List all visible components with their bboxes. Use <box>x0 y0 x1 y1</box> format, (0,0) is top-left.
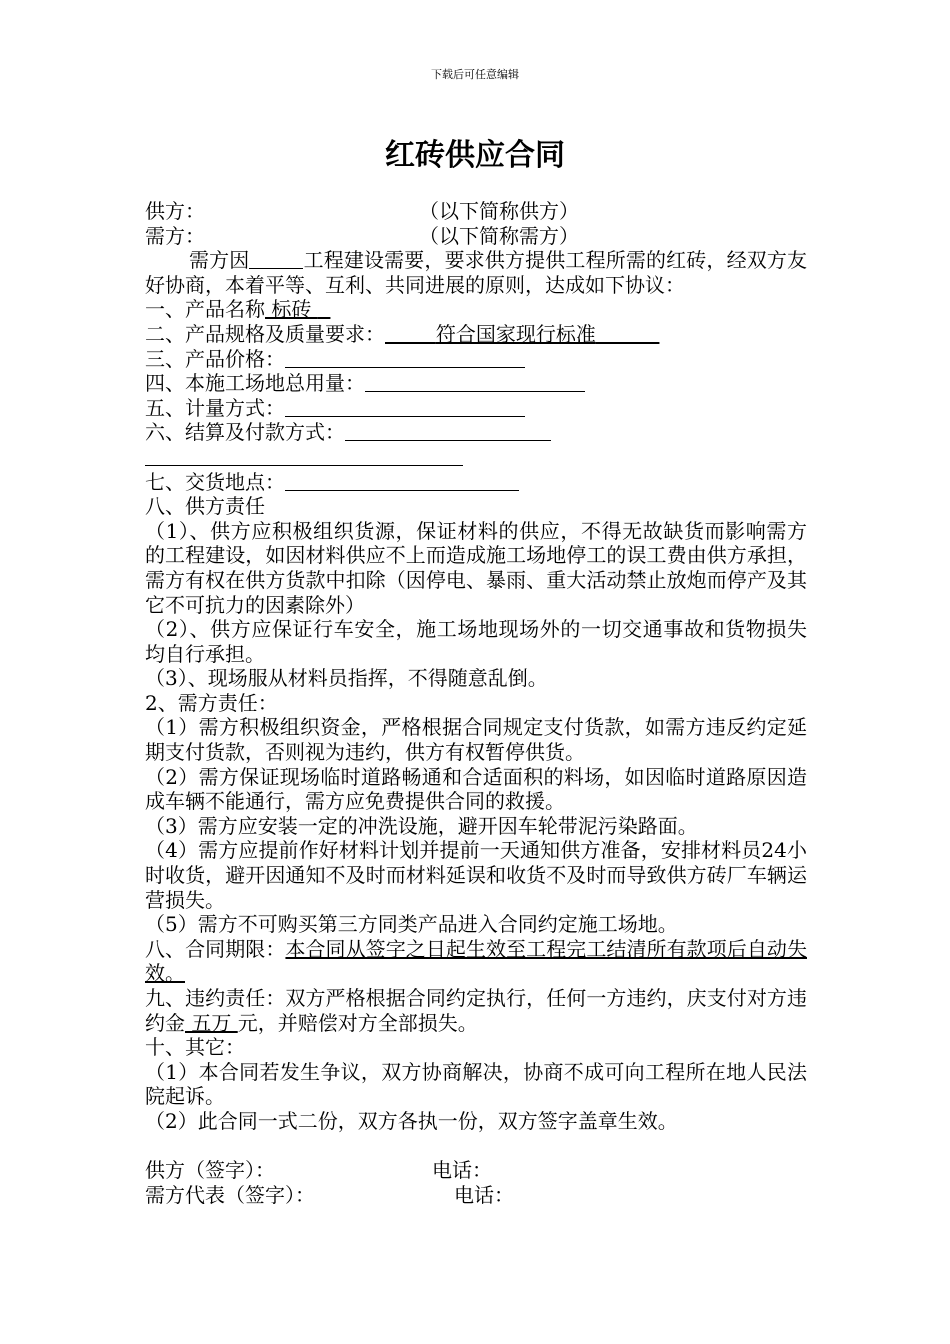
intro-paragraph <box>145 248 807 297</box>
buyer-duty-3: （3）需方应安装一定的冲洗设施，避开因车轮带泥污染路面。 <box>145 813 698 838</box>
buyer-party-line <box>145 224 807 249</box>
clause-2-label: 二、产品规格及质量要求： <box>145 321 385 346</box>
supplier-duty-1: （1）、供方应积极组织货源，保证材料的供应，不得无故缺货而影响需方的工程建设，如因材料供应不上而造成施工场地停工的误工费由供方承担，需方有权在供方货款中扣除（因停电、暴雨、重大活动禁止放炮而停产及其它不可抗力的因素除外） <box>145 518 807 617</box>
delivery-location-blank <box>285 472 519 491</box>
penalty-amount: 五万 <box>185 1010 238 1035</box>
other-item-1: （1）本合同若发生争议，双方协商解决，协商不成可向工程所在地人民法院起诉。 <box>145 1059 807 1109</box>
clause-3-label: 三、产品价格： <box>145 346 285 371</box>
supplier-alias: （以下简称供方） <box>419 199 579 223</box>
contract-term <box>145 937 807 986</box>
buyer-duty-1: （1）需方积极组织资金，严格根据合同规定支付货款，如需方违反约定延期支付货款，否则视为违约，供方有权暂停供货。 <box>145 715 807 765</box>
project-name-blank <box>249 250 303 269</box>
quality-requirement-value: 符合国家现行标准 <box>435 321 596 346</box>
clause-6-label: 六、结算及付款方式： <box>145 420 345 445</box>
supplier-duty-2: （2）、供方应保证行车安全，施工场地现场外的一切交通事故和货物损失均自行承担。 <box>145 617 807 666</box>
clause-2 <box>145 322 807 347</box>
buyer-duty-4: （4）需方应提前作好材料计划并提前一天通知供方准备，安排材料员24小时收货，避开因通知不及时而材料延误和收货不及时而导致供方砖厂车辆运营损失。 <box>145 838 807 912</box>
supplier-party-line <box>145 199 807 224</box>
buyer-label: 需方： <box>145 223 205 248</box>
clause-3 <box>145 347 807 372</box>
document-title: 红砖供应合同 <box>385 138 565 173</box>
clause-1 <box>145 297 807 322</box>
buyer-signature-label: 需方代表（签字）： <box>145 1182 315 1207</box>
clause-5-label: 五、计量方式： <box>145 395 285 420</box>
intro-text-post: 工程建设需要，要求供方提供工程所需的红砖，经双方友好协商，本着平等、互利、共同进展的原则，达成如下协议： <box>145 248 808 297</box>
buyer-signature-line <box>145 1183 807 1208</box>
contract-term-value: 本合同从签字之日起生效至工程完工结清所有款项后自动失效。 <box>145 936 807 986</box>
supplier-duty-3: （3）、现场服从材料员指挥，不得随意乱倒。 <box>145 666 548 691</box>
intro-text-pre: 需方因 <box>189 248 250 273</box>
other-item-2: （2）此合同一式二份，双方各执一份，双方签字盖章生效。 <box>145 1108 678 1133</box>
buyer-phone-label: 电话： <box>454 1182 514 1207</box>
clause-4-label: 四、本施工场地总用量： <box>145 371 365 396</box>
buyer-duty-5: （5）需方不可购买第三方同类产品进入合同约定施工场地。 <box>145 912 678 937</box>
breach-liability <box>145 986 807 1035</box>
contract-body <box>145 199 807 1207</box>
total-quantity-blank <box>365 373 585 392</box>
breach-text-post: 元，并赔偿对方全部损失。 <box>237 1010 478 1035</box>
supplier-signature-label: 供方（签字）： <box>145 1158 275 1183</box>
buyer-duty-2: （2）需方保证现场临时道路畅通和合适面积的料场，如因临时道路原因造成车辆不能通行，需方应免费提供合同的救援。 <box>145 764 807 814</box>
price-blank <box>285 349 525 368</box>
supplier-label: 供方： <box>145 199 205 223</box>
supplier-phone-label: 电话： <box>432 1158 492 1183</box>
other-heading: 十、其它： <box>145 1035 245 1060</box>
clause-8 <box>145 494 807 519</box>
clause-6 <box>145 420 807 445</box>
clause-6-continuation <box>145 445 807 470</box>
measurement-blank <box>285 398 525 417</box>
buyer-duties-heading: 2、需方责任： <box>145 690 278 715</box>
contract-term-label: 八、合同期限： <box>145 936 286 961</box>
supplier-signature-line <box>145 1158 807 1183</box>
breach-text-pre: 九、违约责任：双方严格根据合同约定执行，任何一方违约，庆支付对方违约金 <box>145 986 807 1035</box>
payment-blank-continued <box>145 447 463 466</box>
clause-7 <box>145 470 807 495</box>
product-name-value: 标砖 <box>265 297 318 322</box>
buyer-alias: （以下简称需方） <box>419 223 579 248</box>
clause-8-label: 八、供方责任 <box>145 494 265 519</box>
clause-5 <box>145 396 807 421</box>
header-note: 下载后可任意编辑 <box>431 68 519 81</box>
clause-7-label: 七、交货地点： <box>145 469 285 494</box>
payment-blank <box>345 422 551 441</box>
clause-1-label: 一、产品名称 <box>145 297 265 322</box>
clause-4 <box>145 371 807 396</box>
